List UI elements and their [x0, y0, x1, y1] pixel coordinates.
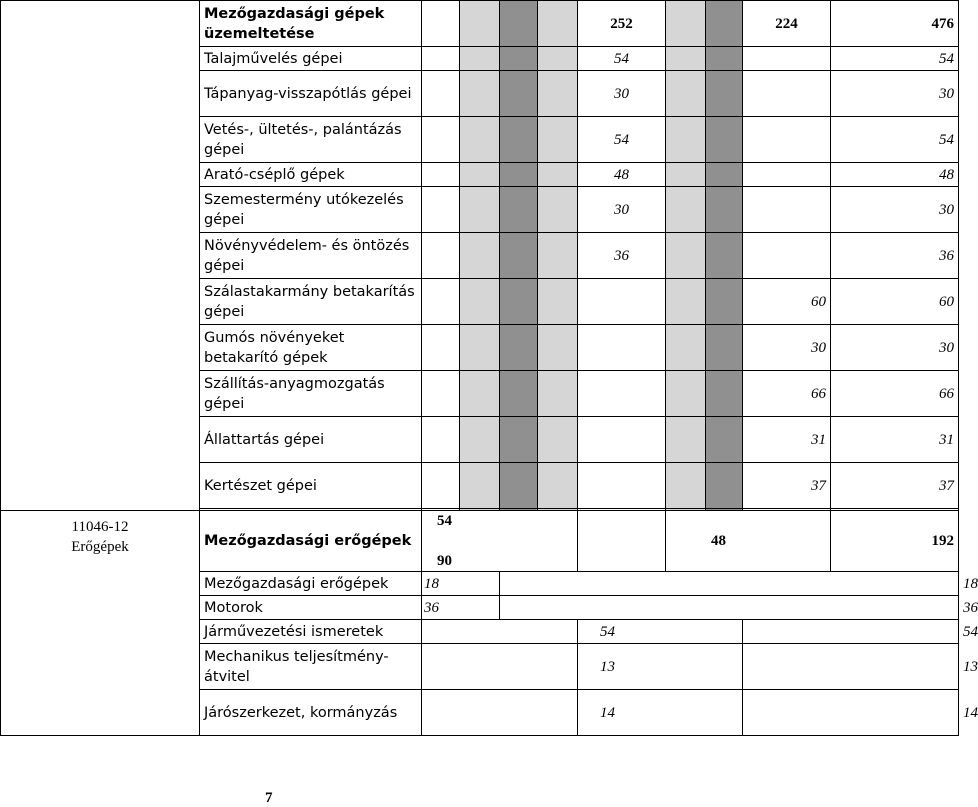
- table-row: [1, 511, 959, 572]
- total-cell: 37: [831, 463, 959, 509]
- section-total-cell: 90: [437, 553, 452, 569]
- hours-cell: 14: [578, 690, 743, 736]
- subject-name: Járművezetési ismeretek: [200, 620, 422, 644]
- hours-cell: 48: [578, 163, 666, 187]
- page-number: 7: [265, 790, 273, 806]
- hours-cell: 13: [578, 644, 743, 690]
- section-total-cell: 224: [743, 1, 831, 47]
- subject-name: Járószerkezet, kormányzás: [200, 690, 422, 736]
- table-row: Motorok 36 36: [1, 596, 959, 620]
- table-row: Mezőgazdasági erőgépek 18 18: [1, 572, 959, 596]
- hours-cell: 54: [578, 620, 743, 644]
- table-row: Mechanikus teljesítmény-átvitel 13 13: [1, 644, 959, 690]
- total-cell: 54: [831, 117, 959, 163]
- subject-name: Szemestermény utókezelés gépei: [200, 187, 422, 233]
- hours-cell: 54: [578, 47, 666, 71]
- hours-cell: 60: [743, 279, 831, 325]
- subject-name: Gumós növényeket betakarító gépek: [200, 325, 422, 371]
- subject-name: Állattartás gépei: [200, 417, 422, 463]
- section-total-cell: 476: [831, 1, 959, 47]
- subject-name: Mezőgazdasági erőgépek: [200, 572, 422, 596]
- subject-name: Talajművelés gépei: [200, 47, 422, 71]
- section-total-cell: 252: [578, 1, 666, 47]
- table-row: [1, 1, 959, 47]
- group-cell: [1, 511, 200, 736]
- total-cell: 31: [831, 417, 959, 463]
- subject-name: Arató-cséplő gépek: [200, 163, 422, 187]
- total-cell: 60: [831, 279, 959, 325]
- hours-cell: 66: [743, 371, 831, 417]
- hours-cell: 37: [743, 463, 831, 509]
- subject-name: Vetés-, ültetés-, palántázás gépei: [200, 117, 422, 163]
- subject-name: Szálastakarmány betakarítás gépei: [200, 279, 422, 325]
- group-name: Erőgépek: [71, 539, 129, 555]
- group-code: 11046-12: [71, 519, 129, 535]
- hours-cell: 54: [578, 117, 666, 163]
- section-total-cell: 48: [666, 511, 831, 572]
- section-total-cell: 192: [831, 511, 959, 572]
- hours-cell: 31: [743, 417, 831, 463]
- empty-group-cell: [1, 1, 200, 511]
- total-cell: 48: [831, 163, 959, 187]
- section-title: Mezőgazdasági erőgépek: [200, 511, 422, 572]
- subject-name: Szállítás-anyagmozgatás gépei: [200, 371, 422, 417]
- table-row: Járószerkezet, kormányzás 14 14: [1, 690, 959, 736]
- total-cell: 30: [831, 187, 959, 233]
- hours-cell: 18: [422, 572, 500, 596]
- subject-name: Motorok: [200, 596, 422, 620]
- total-cell: 30: [831, 71, 959, 117]
- total-cell: 30: [831, 325, 959, 371]
- hours-cell: 36: [422, 596, 500, 620]
- subject-name: Növényvédelem- és öntözés gépei: [200, 233, 422, 279]
- total-cell: 66: [831, 371, 959, 417]
- total-cell: 54: [831, 47, 959, 71]
- hours-cell: 36: [578, 233, 666, 279]
- hours-cell: 30: [743, 325, 831, 371]
- subject-name: Tápanyag-visszapótlás gépei: [200, 71, 422, 117]
- subject-name: Mechanikus teljesítmény-átvitel: [200, 644, 422, 690]
- hours-cell: 30: [578, 187, 666, 233]
- section-total-cell: 54: [437, 513, 452, 529]
- hours-cell: 30: [578, 71, 666, 117]
- total-cell: 36: [831, 233, 959, 279]
- table-row: Járművezetési ismeretek 54 54: [1, 620, 959, 644]
- section-title: Mezőgazdasági gépek üzemeltetése: [200, 1, 422, 47]
- subject-name: Kertészet gépei: [200, 463, 422, 509]
